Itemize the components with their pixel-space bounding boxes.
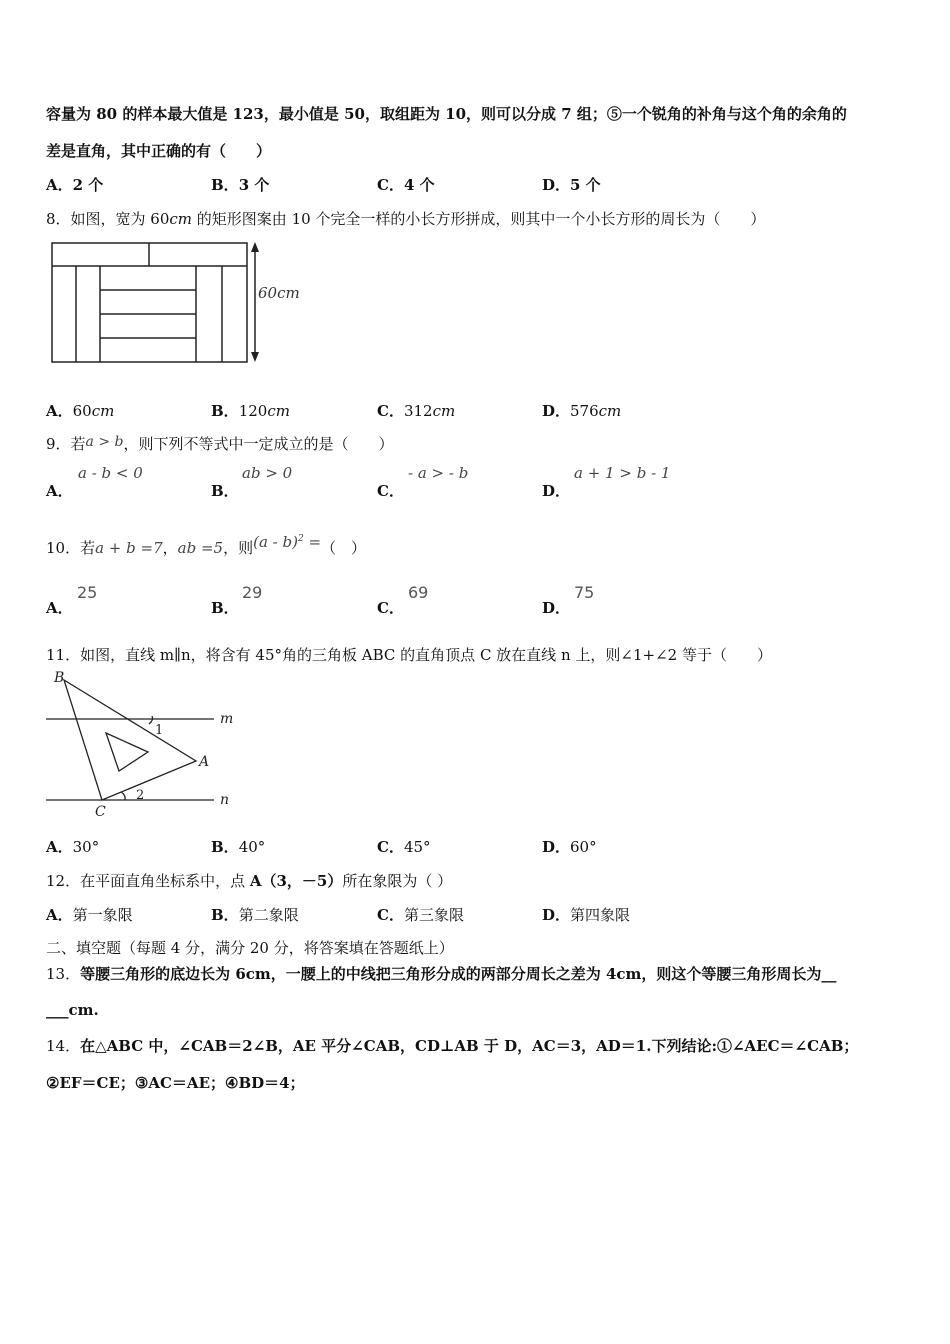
q8-arrowhead-up: [251, 242, 259, 252]
q14-stem-line2: ②EF＝CE；③AC＝AE；④BD＝4；: [46, 1074, 305, 1092]
section-2-heading: 二、填空题（每题 4 分，满分 20 分，将答案填在答题纸上）: [46, 939, 454, 957]
q7-option-d: D．5 个: [542, 176, 601, 194]
q11-option-c: C．45°: [377, 838, 431, 856]
q14-stem-line1: 14．在△ABC 中，∠CAB＝2∠B，AE 平分∠CAB，CD⊥AB 于 D，AC＝3，AD＝1.下列结论:①∠AEC＝∠CAB；: [46, 1037, 859, 1055]
q8-stem: 8．如图，宽为 60cm 的矩形图案由 10 个完全一样的小长方形拼成，则其中一个小长方形的周长为（ ）: [46, 210, 766, 228]
q11-triangle-inner: [106, 733, 148, 771]
q11-angle-2-arc: [121, 792, 125, 800]
q11-option-a: A．30°: [46, 838, 100, 856]
q10-option-b-value: 29: [242, 583, 263, 602]
q10-option-a: A．: [46, 599, 73, 617]
q7-stem-line1: 容量为 80 的样本最大值是 123，最小值是 50，取组距为 10，则可以分成 7 组；⑤一个锐角的补角与这个角的余角的: [46, 105, 847, 123]
q9-option-c: C．: [377, 482, 404, 500]
q10-option-d: D．: [542, 599, 571, 617]
q10-option-c-value: 69: [408, 583, 429, 602]
q12-option-b: B．第二象限: [211, 906, 299, 924]
q9-option-a-math: a - b < 0: [78, 464, 143, 482]
q13-stem-line1: 13．等腰三角形的底边长为 6cm，一腰上的中线把三角形分成的两部分周长之差为 4cm，则这个等腰三角形周长为__: [46, 965, 837, 983]
q11-label-a: A: [199, 754, 210, 770]
q12-option-c: C．第三象限: [377, 906, 464, 924]
q11-triangle-figure: [42, 668, 242, 820]
q8-option-a: A．60cm: [46, 402, 115, 420]
q10-option-b: B．: [211, 599, 239, 617]
q9-option-b-math: ab > 0: [242, 464, 293, 482]
q9-option-d-math: a + 1 > b - 1: [574, 464, 671, 482]
q12-option-d: D．第四象限: [542, 906, 631, 924]
q8-option-c: C．312cm: [377, 402, 456, 420]
q8-option-b: B．120cm: [211, 402, 290, 420]
q11-option-b: B．40°: [211, 838, 266, 856]
q11-label-angle-1: 1: [155, 723, 164, 738]
q8-arrowhead-down: [251, 352, 259, 362]
q7-option-a: A．2 个: [46, 176, 104, 194]
q11-label-b: B: [54, 670, 65, 686]
q8-rectangle-figure: [46, 240, 306, 368]
q7-option-b: B．3 个: [211, 176, 270, 194]
q7-stem-line2: 差是直角，其中正确的有（ ）: [46, 142, 272, 160]
q11-option-d: D．60°: [542, 838, 597, 856]
q10-stem: 10．若a + b =7，ab =5，则(a - b)$^2$ =（ ）: [46, 533, 367, 557]
q11-triangle-outer: [64, 680, 196, 800]
q10-option-a-value: 25: [77, 583, 98, 602]
q8-figure-label: 60cm: [258, 284, 300, 302]
q10-option-c: C．: [377, 599, 404, 617]
q12-option-a: A．第一象限: [46, 906, 133, 924]
q12-stem: 12．在平面直角坐标系中，点 A（3，－5）所在象限为（ ）: [46, 872, 453, 890]
q9-option-a: A．: [46, 482, 73, 500]
q11-label-n: n: [220, 792, 230, 808]
q11-label-c: C: [95, 804, 106, 820]
q8-option-d: D．576cm: [542, 402, 622, 420]
q9-option-b: B．: [211, 482, 239, 500]
q9-option-d: D．: [542, 482, 571, 500]
q9-option-c-math: - a > - b: [408, 464, 469, 482]
q7-option-c: C．4 个: [377, 176, 435, 194]
q10-option-d-value: 75: [574, 583, 595, 602]
q11-angle-1-arc: [149, 716, 153, 724]
q9-stem: 9．若a > b，则下列不等式中一定成立的是（ ）: [46, 434, 394, 453]
q11-label-angle-2: 2: [136, 788, 145, 803]
q11-stem: 11．如图，直线 m∥n，将含有 45°角的三角板 ABC 的直角顶点 C 放在直线 n 上，则∠1+∠2 等于（ ）: [46, 646, 772, 664]
q13-stem-line2: ___cm.: [46, 1001, 99, 1019]
q11-label-m: m: [220, 711, 234, 727]
